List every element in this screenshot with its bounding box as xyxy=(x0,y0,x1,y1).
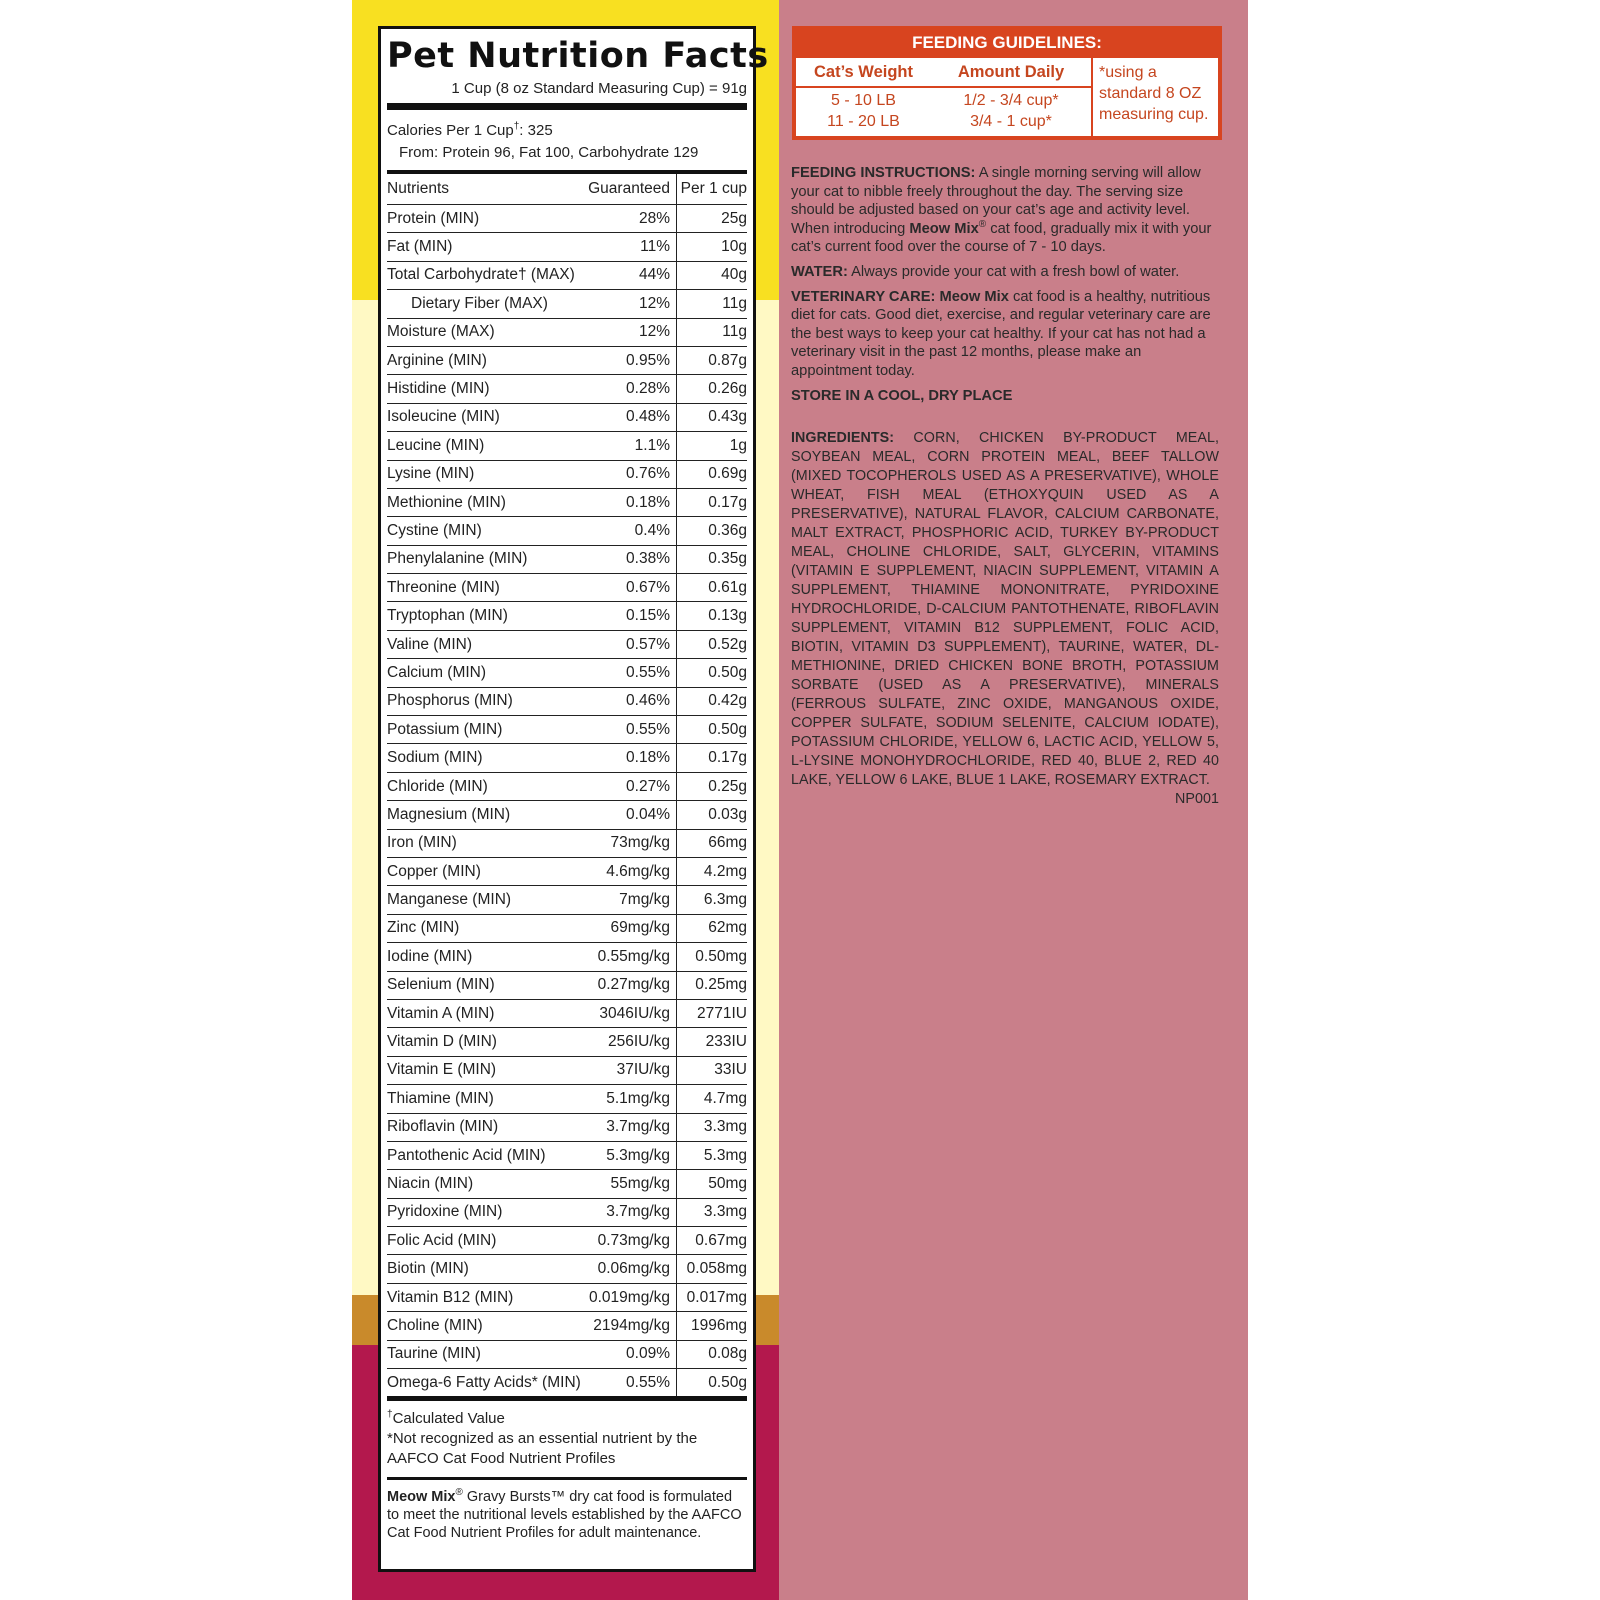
nutrient-guaranteed: 5.3mg/kg xyxy=(586,1141,677,1169)
nutrient-name: Taurine (MIN) xyxy=(387,1340,586,1368)
nutrient-per-cup: 0.43g xyxy=(677,403,748,431)
nutrient-guaranteed: 0.15% xyxy=(586,602,677,630)
nutrient-name: Vitamin A (MIN) xyxy=(387,999,586,1027)
nutrient-per-cup: 0.058mg xyxy=(677,1255,748,1283)
nutrient-per-cup: 6.3mg xyxy=(677,886,748,914)
nutrient-guaranteed: 0.46% xyxy=(586,687,677,715)
nutrient-per-cup: 0.61g xyxy=(677,574,748,602)
table-row xyxy=(387,1170,747,1198)
table-row xyxy=(387,1028,747,1056)
nutrient-name: Omega-6 Fatty Acids* (MIN) xyxy=(387,1373,581,1391)
feeding-instructions-text-1: A single morning serving will allow your cat to nibble freely throughout the day. The serving size should be adjusted based on your cat’s age and activity level. When introducing xyxy=(791,165,1201,237)
feeding-instructions xyxy=(791,164,1219,257)
table-row xyxy=(387,914,747,942)
table-row xyxy=(387,375,747,403)
nutrient-name: Methionine (MIN) xyxy=(387,488,586,516)
nutrient-guaranteed: 28% xyxy=(586,205,677,233)
nutrient-guaranteed: 73mg/kg xyxy=(586,829,677,857)
table-row xyxy=(387,403,747,431)
nutrient-per-cup: 33IU xyxy=(677,1056,748,1084)
calories-value: : 325 xyxy=(519,122,553,139)
nutrient-guaranteed: 1.1% xyxy=(586,432,677,460)
nutrient-name: Vitamin B12 (MIN) xyxy=(387,1283,586,1311)
calories-block xyxy=(387,110,747,174)
nutrient-per-cup: 0.13g xyxy=(677,602,748,630)
nutrient-guaranteed: 11% xyxy=(586,233,677,261)
table-row xyxy=(387,574,747,602)
nutrient-guaranteed: 0.57% xyxy=(586,630,677,658)
nutrient-guaranteed: 37IU/kg xyxy=(586,1056,677,1084)
table-row xyxy=(387,801,747,829)
nutrient-per-cup: 0.42g xyxy=(677,687,748,715)
veterinary-care xyxy=(791,288,1219,381)
table-row xyxy=(387,205,747,233)
nutrient-guaranteed: 3046IU/kg xyxy=(586,999,677,1027)
nutrient-name: Histidine (MIN) xyxy=(387,375,586,403)
table-row xyxy=(387,659,747,687)
maintenance-brand: Meow Mix xyxy=(387,1489,456,1506)
calories-dagger: † xyxy=(513,121,520,132)
nutrient-guaranteed: 0.76% xyxy=(586,460,677,488)
nutrient-guaranteed: 0.4% xyxy=(586,517,677,545)
nutrient-guaranteed: 0.38% xyxy=(586,545,677,573)
nutrient-guaranteed: 0.09% xyxy=(586,1340,677,1368)
nutrient-guaranteed: 0.019mg/kg xyxy=(586,1283,677,1311)
water-label: WATER: xyxy=(791,263,848,280)
nutrient-table xyxy=(387,174,747,1396)
table-row xyxy=(387,716,747,744)
nutrient-per-cup: 10g xyxy=(677,233,748,261)
header-guaranteed: Guaranteed xyxy=(586,174,677,205)
storage-note: STORE IN A COOL, DRY PLACE xyxy=(791,387,1013,404)
nutrient-per-cup: 3.3mg xyxy=(677,1198,748,1226)
footnote-not-recognized: *Not recognized as an essential nutrient by the AAFCO Cat Food Nutrient Profiles xyxy=(387,1430,698,1468)
table-row xyxy=(387,1312,747,1340)
feeding-guidelines-table xyxy=(796,58,1093,136)
nutrient-name: Leucine (MIN) xyxy=(387,432,586,460)
nutrient-name: Tryptophan (MIN) xyxy=(387,602,586,630)
table-row xyxy=(387,999,747,1027)
nutrient-name: Calcium (MIN) xyxy=(387,659,586,687)
nutrient-guaranteed: 4.6mg/kg xyxy=(586,857,677,885)
nutrient-name: Vitamin E (MIN) xyxy=(387,1056,586,1084)
nutrient-name: Threonine (MIN) xyxy=(387,574,586,602)
nutrient-per-cup: 0.26g xyxy=(677,375,748,403)
nutrient-guaranteed: 12% xyxy=(586,290,677,318)
nutrient-guaranteed: 44% xyxy=(586,261,677,289)
feeding-row-amount: 1/2 - 3/4 cup* xyxy=(963,92,1059,109)
nutrient-per-cup: 0.50mg xyxy=(677,943,748,971)
nutrient-guaranteed: 0.55% xyxy=(586,716,677,744)
nutrient-name: Manganese (MIN) xyxy=(387,886,586,914)
table-row xyxy=(387,432,747,460)
table-row xyxy=(387,318,747,346)
nutrient-name: Dietary Fiber (MAX) xyxy=(387,290,586,318)
table-row xyxy=(387,488,747,516)
nutrient-guaranteed: 0.73mg/kg xyxy=(586,1227,677,1255)
footnote-calculated xyxy=(387,1409,747,1429)
nutrient-per-cup: 0.08g xyxy=(677,1340,748,1368)
serving-size: 1 Cup (8 oz Standard Measuring Cup) = 91g xyxy=(387,79,747,110)
nutrient-name: Pantothenic Acid (MIN) xyxy=(387,1141,586,1169)
ingredients-text: CORN, CHICKEN BY-PRODUCT MEAL, SOYBEAN MEAL, CORN PROTEIN MEAL, BEEF TALLOW (MIXED TOCOPHEROLS USED AS A PRESERVATIVE), WHOLE WHEAT, FISH MEAL (ETHOXYQUIN USED AS A PRESERVATIVE), NATURAL FLAVOR, CALCIUM CARBONATE, MALT EXTRACT, PHOSPHORIC ACID, TURKEY BY-PRODUCT MEAL, CHOLINE CHLORIDE, SALT, GLYCERIN, VITAMINS (VITAMIN E SUPPLEMENT, NIACIN SUPPLEMENT, VITAMIN A SUPPLEMENT, THIAMINE MONONITRATE, PYRIDOXINE HYDROCHLORIDE, D-CALCIUM PANTOTHENATE, RIBOFLAVIN SUPPLEMENT, VITAMIN B12 SUPPLEMENT, FOLIC ACID, BIOTIN, VITAMIN D3 SUPPLEMENT), TAURINE, WATER, DL-METHIONINE, DRIED CHICKEN BONE BROTH, POTASSIUM SORBATE (USED AS A PRESERVATIVE), MINERALS (FERROUS SULFATE, ZINC OXIDE, MANGANOUS OXIDE, COPPER SULFATE, SODIUM SELENITE, CALCIUM IODATE), POTASSIUM CHLORIDE, YELLOW 6, LACTIC ACID, YELLOW 5, L-LYSINE MONOHYDROCHLORIDE, RED 40, BLUE 2, RED 40 LAKE, YELLOW 6 LAKE, BLUE 1 LAKE, ROSEMARY EXTRACT. xyxy=(791,430,1219,789)
table-header-row xyxy=(387,174,747,205)
table-row xyxy=(387,1283,747,1311)
nutrient-per-cup: 0.03g xyxy=(677,801,748,829)
nutrient-per-cup: 0.017mg xyxy=(677,1283,748,1311)
maintenance-registered: ® xyxy=(455,1487,463,1499)
nutrient-name: Total Carbohydrate† (MAX) xyxy=(387,261,586,289)
table-row xyxy=(387,630,747,658)
nutrient-per-cup: 1g xyxy=(677,432,748,460)
nutrient-name: Magnesium (MIN) xyxy=(387,801,586,829)
nutrient-guaranteed: 0.55% xyxy=(586,659,677,687)
nutrient-name: Pyridoxine (MIN) xyxy=(387,1198,586,1226)
maintenance-text: Gravy Bursts™ dry cat food is formulated to meet the nutritional levels established by the AAFCO Cat Food Nutrient Profiles for adult maintenance. xyxy=(387,1489,742,1542)
nutrient-name: Potassium (MIN) xyxy=(387,716,586,744)
nutrient-per-cup: 0.50g xyxy=(708,1373,747,1391)
nutrient-per-cup: 62mg xyxy=(677,914,748,942)
nutrient-name: Folic Acid (MIN) xyxy=(387,1227,586,1255)
nutrient-guaranteed: 0.95% xyxy=(586,346,677,374)
table-row xyxy=(387,1141,747,1169)
table-row xyxy=(387,346,747,374)
nutrient-per-cup: 0.25mg xyxy=(677,971,748,999)
table-row xyxy=(387,857,747,885)
table-row xyxy=(387,1056,747,1084)
nutrient-name: Sodium (MIN) xyxy=(387,744,586,772)
nutrient-per-cup: 25g xyxy=(677,205,748,233)
water-text: Always provide your cat with a fresh bowl of water. xyxy=(847,263,1180,280)
nutrient-name: Fat (MIN) xyxy=(387,233,586,261)
col-amount-daily: Amount Daily xyxy=(957,63,1065,81)
nutrient-guaranteed: 0.18% xyxy=(586,488,677,516)
nutrient-guaranteed: 0.48% xyxy=(586,403,677,431)
calories-label: Calories Per 1 Cup xyxy=(387,122,514,139)
nutrition-title: Pet Nutrition Facts xyxy=(387,36,769,76)
nutrient-name: Chloride (MIN) xyxy=(387,772,586,800)
feeding-row-weight: 5 - 10 LB xyxy=(831,92,896,109)
feeding-row-amount: 3/4 - 1 cup* xyxy=(970,113,1052,130)
feeding-instructions-text-2: cat food, gradually mix it with your cat’s current food over the course of 7 - 10 days. xyxy=(791,220,1212,256)
nutrient-per-cup: 0.87g xyxy=(677,346,748,374)
table-row xyxy=(387,1198,747,1226)
table-row xyxy=(387,460,747,488)
nutrient-guaranteed: 3.7mg/kg xyxy=(586,1113,677,1141)
nutrient-per-cup: 2771IU xyxy=(677,999,748,1027)
table-row xyxy=(387,1255,747,1283)
nutrient-name: Isoleucine (MIN) xyxy=(387,403,586,431)
feeding-row xyxy=(796,111,1091,132)
nutrient-per-cup: 0.50g xyxy=(677,659,748,687)
table-row xyxy=(387,517,747,545)
nutrient-per-cup: 0.36g xyxy=(677,517,748,545)
nutrient-per-cup: 0.52g xyxy=(677,630,748,658)
col-cat-weight: Cat’s Weight xyxy=(813,63,913,81)
nutrient-per-cup: 50mg xyxy=(677,1170,748,1198)
nutrient-name: Arginine (MIN) xyxy=(387,346,586,374)
nutrient-guaranteed: 256IU/kg xyxy=(586,1028,677,1056)
nutrient-name: Copper (MIN) xyxy=(387,857,586,885)
table-row xyxy=(387,1340,747,1368)
nutrient-guaranteed: 69mg/kg xyxy=(586,914,677,942)
nutrient-name: Iodine (MIN) xyxy=(387,943,586,971)
nutrient-name: Riboflavin (MIN) xyxy=(387,1113,586,1141)
feeding-instructions-label: FEEDING INSTRUCTIONS: xyxy=(791,165,976,181)
nutrition-facts-panel xyxy=(378,26,769,1572)
nutrient-name: Thiamine (MIN) xyxy=(387,1085,586,1113)
nutrient-per-cup: 4.7mg xyxy=(677,1085,748,1113)
header-nutrients: Nutrients xyxy=(387,174,586,205)
feeding-guidelines-box xyxy=(792,26,1222,140)
nutrient-guaranteed: 2194mg/kg xyxy=(586,1312,677,1340)
feeding-registered: ® xyxy=(978,218,987,230)
nutrient-per-cup: 0.35g xyxy=(677,545,748,573)
nutrient-name: Moisture (MAX) xyxy=(387,318,586,346)
feeding-brand: Meow Mix xyxy=(909,220,979,237)
table-row xyxy=(387,1369,747,1397)
table-row xyxy=(387,886,747,914)
feeding-guidelines-header xyxy=(796,58,1091,88)
table-row xyxy=(387,1227,747,1255)
nutrient-name: Lysine (MIN) xyxy=(387,460,586,488)
vet-text: cat food is a healthy, nutritious diet for cats. Good diet, exercise, and regular veterinary care are the best ways to keep your cat healthy. If your cat has not had a veterinary visit in the past 12 months, please make an appointment today. xyxy=(791,288,1211,379)
nutrient-per-cup: 0.50g xyxy=(677,716,748,744)
nutrient-guaranteed: 0.27% xyxy=(586,772,677,800)
footnotes xyxy=(387,1396,747,1477)
nutrient-per-cup: 0.17g xyxy=(677,488,748,516)
feeding-guidelines-body xyxy=(796,58,1218,136)
nutrient-per-cup: 0.67mg xyxy=(677,1227,748,1255)
nutrient-guaranteed: 5.1mg/kg xyxy=(586,1085,677,1113)
nutrient-guaranteed: 3.7mg/kg xyxy=(586,1198,677,1226)
table-row xyxy=(387,687,747,715)
table-row xyxy=(387,1113,747,1141)
nutrient-name: Selenium (MIN) xyxy=(387,971,586,999)
product-code: NP001 xyxy=(1175,791,1219,808)
nutrient-per-cup: 66mg xyxy=(677,829,748,857)
nutrient-guaranteed: 0.28% xyxy=(586,375,677,403)
feeding-row-weight: 11 - 20 LB xyxy=(827,113,900,130)
table-row xyxy=(387,829,747,857)
feeding-guidelines-rows xyxy=(796,88,1091,132)
nutrient-per-cup: 0.25g xyxy=(677,772,748,800)
measuring-cup-note: *using a standard 8 OZ measuring cup. xyxy=(1099,64,1209,123)
footnote-dagger: † xyxy=(387,1409,393,1421)
nutrient-name: Choline (MIN) xyxy=(387,1312,586,1340)
nutrient-name: Phosphorus (MIN) xyxy=(387,687,586,715)
nutrient-guaranteed: 0.04% xyxy=(586,801,677,829)
calories-line xyxy=(387,120,747,142)
table-row xyxy=(387,772,747,800)
nutrient-name: Zinc (MIN) xyxy=(387,914,586,942)
nutrient-name: Niacin (MIN) xyxy=(387,1170,586,1198)
nutrient-name: Vitamin D (MIN) xyxy=(387,1028,586,1056)
nutrient-guaranteed: 0.18% xyxy=(586,744,677,772)
table-row xyxy=(387,602,747,630)
nutrient-guaranteed: 55mg/kg xyxy=(586,1170,677,1198)
ingredients-label: INGREDIENTS: xyxy=(791,430,895,447)
nutrient-name: Cystine (MIN) xyxy=(387,517,586,545)
table-row xyxy=(387,545,747,573)
nutrient-per-cup: 40g xyxy=(677,261,748,289)
vet-label: VETERINARY CARE: Meow Mix xyxy=(791,288,1009,305)
table-row xyxy=(387,744,747,772)
nutrient-per-cup: 233IU xyxy=(677,1028,748,1056)
nutrient-per-cup: 0.17g xyxy=(677,744,748,772)
nutrient-name: Protein (MIN) xyxy=(387,205,586,233)
nutrient-guaranteed: 0.55% xyxy=(586,1369,677,1397)
table-row xyxy=(387,1085,747,1113)
table-row xyxy=(387,971,747,999)
nutrient-name: Phenylalanine (MIN) xyxy=(387,545,586,573)
nutrient-guaranteed: 12% xyxy=(586,318,677,346)
instructions-panel xyxy=(791,164,1219,809)
table-row xyxy=(387,261,747,289)
maintenance-statement xyxy=(387,1477,747,1542)
nutrient-per-cup: 1996mg xyxy=(677,1312,748,1340)
nutrient-guaranteed: 7mg/kg xyxy=(586,886,677,914)
footnote-calculated-text: Calculated Value xyxy=(392,1410,505,1428)
nutrient-guaranteed: 0.67% xyxy=(586,574,677,602)
nutrient-per-cup: 11g xyxy=(677,318,748,346)
feeding-guidelines-title: FEEDING GUIDELINES: xyxy=(796,30,1218,58)
table-row xyxy=(387,233,747,261)
nutrient-per-cup: 5.3mg xyxy=(677,1141,748,1169)
nutrient-name: Biotin (MIN) xyxy=(387,1255,586,1283)
table-row xyxy=(387,943,747,971)
nutrient-per-cup: 4.2mg xyxy=(677,857,748,885)
nutrient-per-cup: 3.3mg xyxy=(677,1113,748,1141)
calories-from: From: Protein 96, Fat 100, Carbohydrate 129 xyxy=(399,144,699,161)
feeding-row xyxy=(796,90,1091,111)
table-row xyxy=(387,290,747,318)
nutrient-name: Valine (MIN) xyxy=(387,630,586,658)
water-instructions xyxy=(791,263,1219,282)
nutrient-guaranteed: 0.27mg/kg xyxy=(586,971,677,999)
nutrient-name: Iron (MIN) xyxy=(387,829,586,857)
ingredients xyxy=(791,429,1219,808)
nutrient-per-cup: 11g xyxy=(677,290,748,318)
nutrient-guaranteed: 0.06mg/kg xyxy=(586,1255,677,1283)
header-per-cup: Per 1 cup xyxy=(677,174,748,205)
nutrient-per-cup: 0.69g xyxy=(677,460,748,488)
nutrient-guaranteed: 0.55mg/kg xyxy=(586,943,677,971)
